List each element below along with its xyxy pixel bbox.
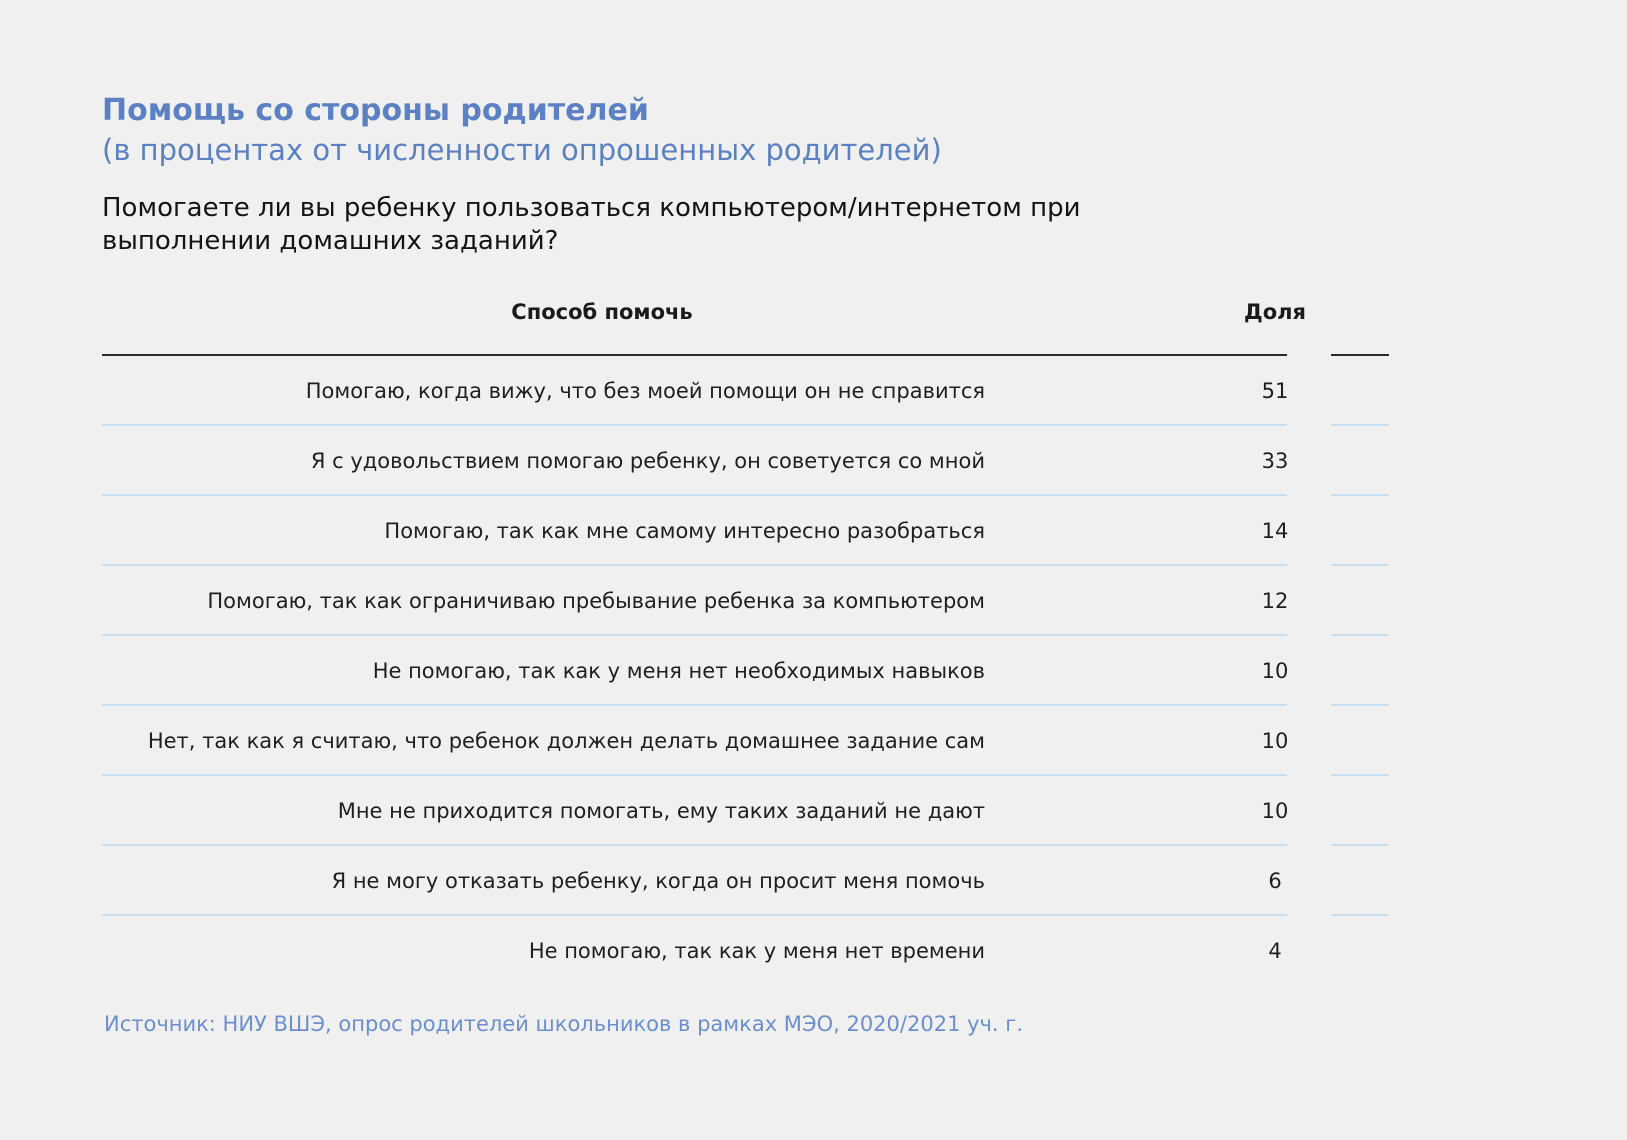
cell-share: 10 — [1261, 729, 1289, 753]
cell-method: Помогаю, когда вижу, что без моей помощи он не справится — [305, 379, 985, 403]
table-row — [102, 636, 1389, 706]
cell-share: 33 — [1261, 449, 1289, 473]
column-header-method: Способ помочь — [511, 300, 693, 324]
cell-method: Помогаю, так как ограничиваю пребывание ребенка за компьютером — [207, 589, 985, 613]
table-row — [102, 356, 1389, 426]
cell-share: 6 — [1268, 869, 1282, 893]
cell-method: Нет, так как я считаю, что ребенок должен делать домашнее задание сам — [147, 729, 985, 753]
table-row — [102, 566, 1389, 636]
cell-share: 10 — [1261, 799, 1289, 823]
table-row — [102, 496, 1389, 566]
table-row — [102, 846, 1389, 916]
column-header-share: Доля — [1244, 300, 1306, 324]
cell-method: Не помогаю, так как у меня нет необходимых навыков — [372, 659, 985, 683]
cell-share: 4 — [1268, 939, 1282, 963]
survey-question: Помогаете ли вы ребенку пользоваться компьютером/интернетом при выполнении домашних заданий? — [102, 193, 1081, 256]
table-row — [102, 916, 1389, 986]
cell-method: Я не могу отказать ребенку, когда он просит меня помочь — [331, 869, 985, 893]
page-subtitle: (в процентах от численности опрошенных родителей) — [102, 133, 942, 167]
cell-method: Мне не приходится помогать, ему таких заданий не дают — [337, 799, 985, 823]
table-body — [102, 356, 1389, 986]
table-row — [102, 426, 1389, 496]
cell-method: Я с удовольствием помогаю ребенку, он советуется со мной — [310, 449, 985, 473]
page-title: Помощь со стороны родителей — [102, 93, 649, 128]
cell-method: Помогаю, так как мне самому интересно разобраться — [384, 519, 985, 543]
cell-share: 12 — [1261, 589, 1289, 613]
cell-share: 51 — [1261, 379, 1289, 403]
table-row — [102, 706, 1389, 776]
source-note: Источник: НИУ ВШЭ, опрос родителей школьников в рамках МЭО, 2020/2021 уч. г. — [104, 1012, 1023, 1036]
table-row — [102, 776, 1389, 846]
cell-share: 14 — [1261, 519, 1289, 543]
cell-method: Не помогаю, так как у меня нет времени — [528, 939, 985, 963]
table-header — [102, 300, 1388, 336]
cell-share: 10 — [1261, 659, 1289, 683]
